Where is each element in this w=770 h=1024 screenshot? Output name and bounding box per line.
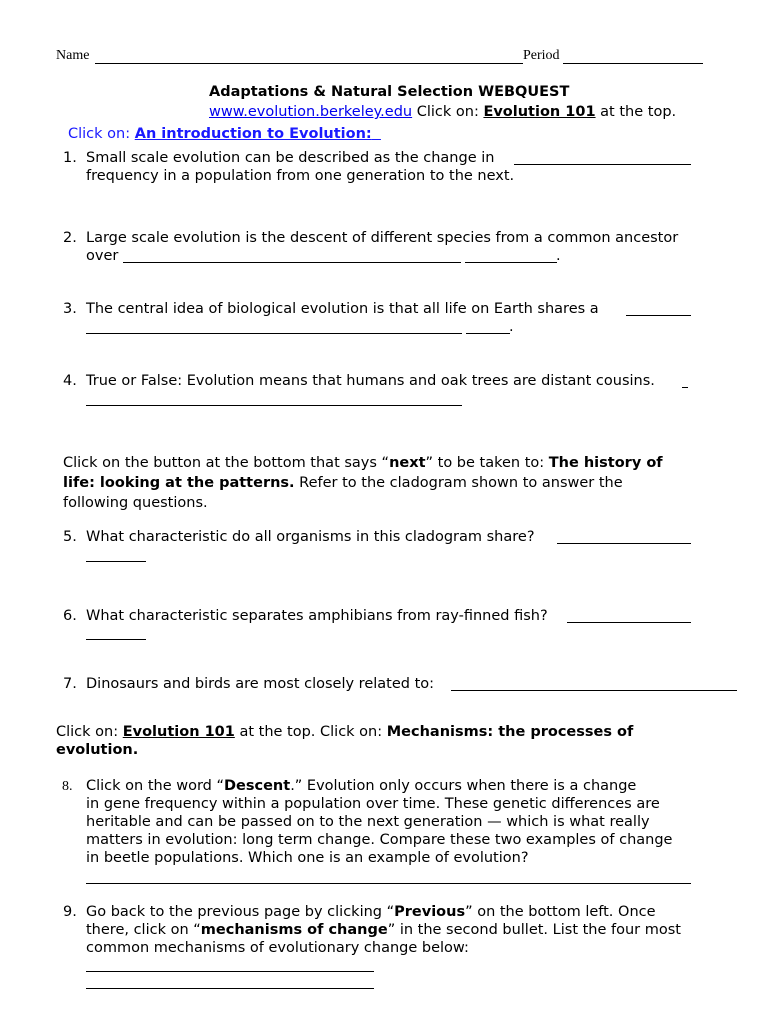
name-line[interactable] [95, 63, 523, 64]
period-line[interactable] [563, 63, 703, 64]
section2-line3: following questions. [63, 495, 208, 511]
section2-line1: Click on the button at the bottom that says “next” to be taken to: The history of [63, 455, 663, 471]
intro-line: www.evolution.berkeley.edu Click on: Evolution 101 at the top. [209, 104, 677, 120]
q5-answer-line-b[interactable] [86, 561, 146, 562]
click-intro: Click on: An introduction to Evolution: [68, 126, 372, 142]
section3-line2: evolution. [56, 742, 139, 758]
website-link[interactable]: www.evolution.berkeley.edu [209, 104, 413, 120]
q8-number: 8. [62, 779, 73, 794]
q4-number: 4. [63, 373, 77, 389]
q4-answer-line-b[interactable] [86, 405, 462, 406]
q7-number: 7. [63, 676, 77, 692]
q5-text: What characteristic do all organisms in this cladogram share? [86, 529, 535, 545]
q9-answer-line-1[interactable] [86, 971, 374, 972]
q8-line2: in gene frequency within a population over time. These genetic differences are [86, 796, 660, 812]
q4-line1: True or False: Evolution means that humans and oak trees are distant cousins. [86, 373, 655, 389]
section3-line1: Click on: Evolution 101 at the top. Click on: Mechanisms: the processes of [56, 724, 634, 740]
q9-line3: common mechanisms of evolutionary change below: [86, 940, 469, 956]
q1-number: 1. [63, 150, 77, 166]
q8-line3: heritable and can be passed on to the next generation — which is what really [86, 814, 650, 830]
q9-number: 9. [63, 904, 77, 920]
q3-answer-line-a[interactable] [626, 315, 691, 316]
intro-evolution-link[interactable]: An introduction to Evolution: [134, 126, 372, 142]
evolution-101-link: Evolution 101 [483, 104, 596, 120]
q8-line4: matters in evolution: long term change. Compare these two examples of change [86, 832, 673, 848]
q6-number: 6. [63, 608, 77, 624]
next-button-label: next [389, 455, 426, 471]
q1-answer-line[interactable] [514, 164, 691, 165]
period-label: Period [523, 48, 560, 63]
q4-answer-line-a[interactable] [682, 387, 688, 388]
q2-period: . [556, 248, 561, 264]
q5-answer-line-a[interactable] [557, 543, 691, 544]
q6-answer-line-b[interactable] [86, 639, 146, 640]
evolution-101-link-2: Evolution 101 [122, 724, 235, 740]
q7-text: Dinosaurs and birds are most closely related to: [86, 676, 435, 692]
q9-answer-line-2[interactable] [86, 988, 374, 989]
q7-answer-line[interactable] [451, 690, 737, 691]
q3-answer-line-c[interactable] [466, 333, 510, 334]
q6-text: What characteristic separates amphibians from ray-finned fish? [86, 608, 548, 624]
q3-number: 3. [63, 301, 77, 317]
q3-answer-line-b[interactable] [86, 333, 462, 334]
name-label: Name [56, 48, 90, 63]
q2-number: 2. [63, 230, 77, 246]
q8-line5: in beetle populations. Which one is an example of evolution? [86, 850, 529, 866]
q2-answer-line-b[interactable] [465, 262, 557, 263]
q9-line1: Go back to the previous page by clicking “Previous” on the bottom left. Once [86, 904, 656, 920]
section2-line2: life: looking at the patterns. Refer to the cladogram shown to answer the [63, 475, 623, 491]
q2-line2-prefix: over [86, 248, 119, 264]
q1-line1: Small scale evolution can be described as the change in [86, 150, 495, 166]
q3-period: . [509, 319, 514, 335]
q5-number: 5. [63, 529, 77, 545]
q2-line1: Large scale evolution is the descent of different species from a common ancestor [86, 230, 679, 246]
q8-line1: Click on the word “Descent.” Evolution only occurs when there is a change [86, 778, 637, 794]
page-title: Adaptations & Natural Selection WEBQUEST [209, 84, 570, 100]
q1-line2: frequency in a population from one generation to the next. [86, 168, 515, 184]
q8-answer-line[interactable] [86, 883, 691, 884]
q6-answer-line-a[interactable] [567, 622, 691, 623]
q3-line1: The central idea of biological evolution is that all life on Earth shares a [86, 301, 599, 317]
q9-line2: there, click on “mechanisms of change” in the second bullet. List the four most [86, 922, 681, 938]
q2-answer-line-a[interactable] [123, 262, 461, 263]
